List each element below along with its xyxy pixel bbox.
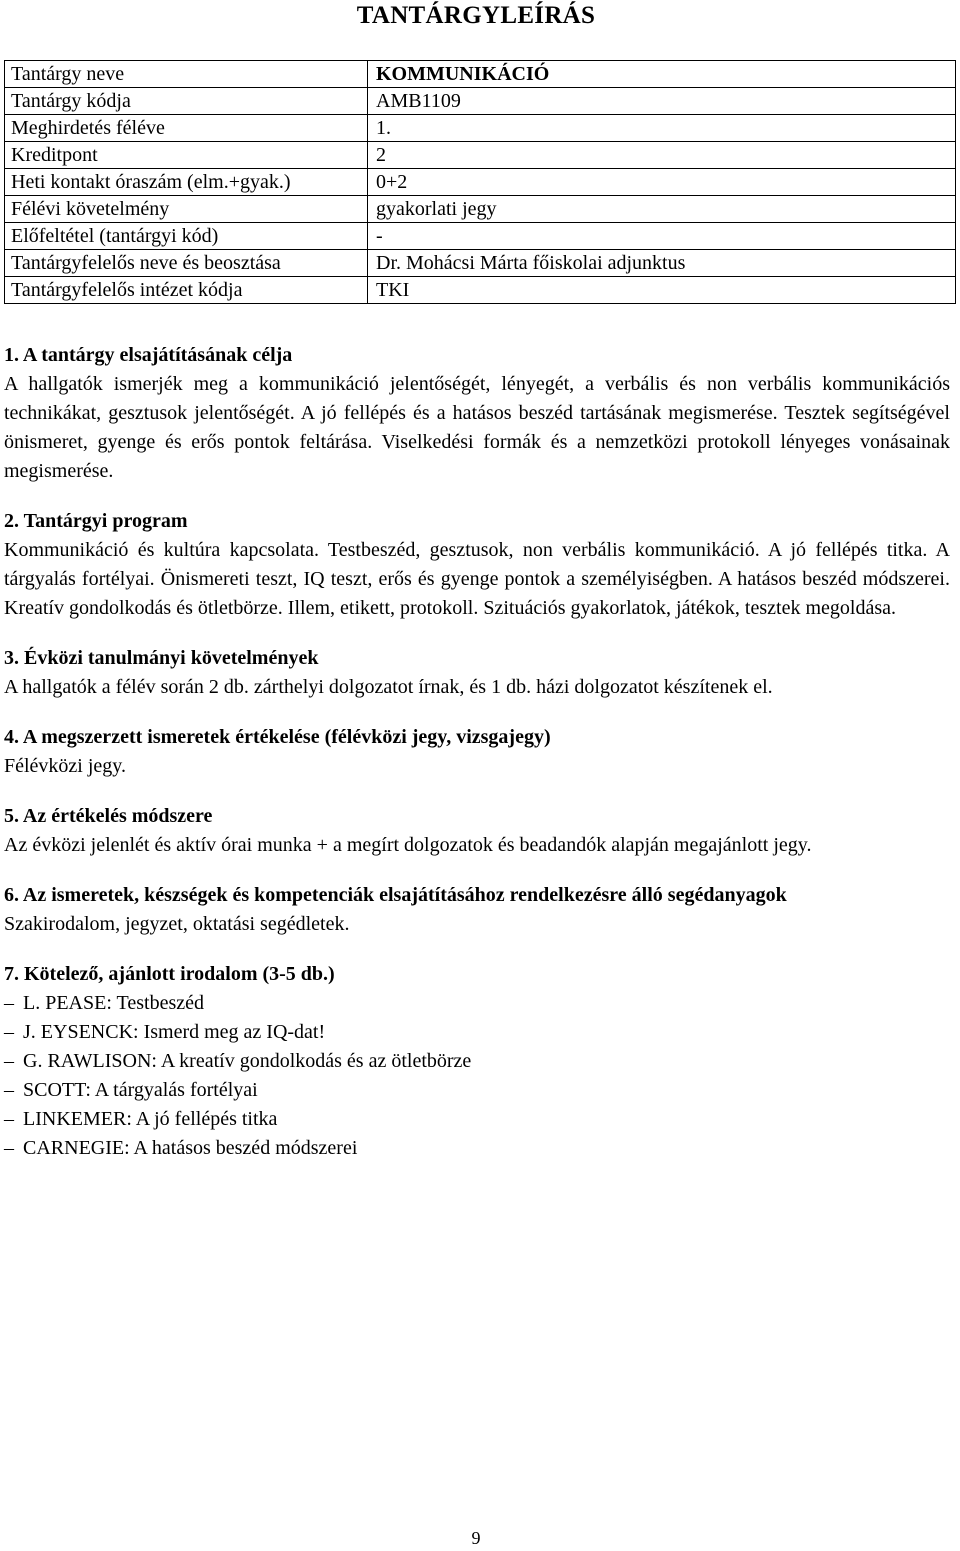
- dash-bullet: –: [4, 992, 14, 1014]
- section-text: Kommunikáció és kultúra kapcsolata. Testbeszéd, gesztusok, non verbális kommunikáció. A jó fellépés titka. A tárgyalás fortélyai. Önismereti teszt, IQ teszt, erős és gyenge pontok a személyiségben. A hatásos beszéd módszerei. Kreatív gondolkodás és ötletbörze. Illem, etikett, protokoll. Szituációs gyakorlatok, játékok, tesztek megoldása.: [4, 539, 950, 619]
- info-label: Tantárgy kódja: [5, 88, 368, 115]
- dash-bullet: –: [4, 1021, 14, 1043]
- list-item: [4, 1047, 950, 1076]
- info-label: Kreditpont: [5, 142, 368, 169]
- list-item: [4, 1018, 950, 1047]
- section-text: A hallgatók ismerjék meg a kommunikáció jelentőségét, lényegét, a verbális és non verbális kommunikációs technikákat, gesztusok jelentőségét. A jó fellépés és a hatásos beszéd tartásának megismerése. Tesztek segítségével önismeret, gyenge és erős pontok feltárása. Viselkedési formák és a nemzetközi protokoll lényeges vonásainak megismerése.: [4, 373, 950, 482]
- section-heading: 6. Az ismeretek, készségek és kompetenciák elsajátításához rendelkezésre álló segédanyagok: [4, 884, 787, 906]
- literature-entry: LINKEMER: A jó fellépés titka: [23, 1108, 278, 1130]
- info-value: 2: [368, 142, 956, 169]
- page-number: 9: [471, 1528, 481, 1548]
- section-heading: 1. A tantárgy elsajátításának célja: [4, 344, 293, 366]
- table-row: [5, 196, 956, 223]
- table-row: [5, 142, 956, 169]
- info-value: TKI: [368, 277, 956, 304]
- page-title: TANTÁRGYLEÍRÁS: [356, 2, 596, 29]
- section-heading: 2. Tantárgyi program: [4, 510, 188, 532]
- section-text: Az évközi jelenlét és aktív órai munka + a megírt dolgozatok és beadandók alapján megajánlott jegy.: [4, 834, 812, 856]
- list-item: [4, 1076, 950, 1105]
- literature-entry: L. PEASE: Testbeszéd: [23, 992, 204, 1014]
- dash-bullet: –: [4, 1079, 14, 1101]
- info-label: Heti kontakt óraszám (elm.+gyak.): [5, 169, 368, 196]
- section-text: A hallgatók a félév során 2 db. zárthelyi dolgozatot írnak, és 1 db. házi dolgozatot készítenek el.: [4, 676, 773, 698]
- section-heading: 3. Évközi tanulmányi követelmények: [4, 647, 319, 669]
- section-text: Szakirodalom, jegyzet, oktatási segédletek.: [4, 913, 350, 935]
- section-program: [4, 507, 950, 623]
- dash-bullet: –: [4, 1137, 14, 1159]
- section-heading: 5. Az értékelés módszere: [4, 805, 213, 827]
- info-value: -: [368, 223, 956, 250]
- section-assessment: [4, 723, 950, 781]
- info-value: gyakorlati jegy: [368, 196, 956, 223]
- literature-list: [4, 989, 950, 1163]
- info-label: Előfeltétel (tantárgyi kód): [5, 223, 368, 250]
- table-row: [5, 61, 956, 88]
- list-item: [4, 1134, 950, 1163]
- info-label: Félévi követelmény: [5, 196, 368, 223]
- table-row: [5, 250, 956, 277]
- literature-entry: J. EYSENCK: Ismerd meg az IQ-dat!: [23, 1021, 326, 1043]
- info-value: KOMMUNIKÁCIÓ: [368, 61, 956, 88]
- table-row: [5, 115, 956, 142]
- info-value: AMB1109: [368, 88, 956, 115]
- info-label: Tantárgyfelelős intézet kódja: [5, 277, 368, 304]
- section-text: Félévközi jegy.: [4, 755, 127, 777]
- section-materials: [4, 881, 950, 939]
- section-requirements: [4, 644, 950, 702]
- table-row: [5, 223, 956, 250]
- section-heading: 7. Kötelező, ajánlott irodalom (3-5 db.): [4, 963, 335, 985]
- info-label: Tantárgy neve: [5, 61, 368, 88]
- section-literature: [4, 960, 950, 1163]
- table-row: [5, 169, 956, 196]
- list-item: [4, 989, 950, 1018]
- table-row: [5, 88, 956, 115]
- info-value: 0+2: [368, 169, 956, 196]
- literature-entry: G. RAWLISON: A kreatív gondolkodás és az ötletbörze: [23, 1050, 472, 1072]
- document-body: [4, 341, 950, 1184]
- literature-entry: SCOTT: A tárgyalás fortélyai: [23, 1079, 258, 1101]
- section-goal: [4, 341, 950, 486]
- info-value: 1.: [368, 115, 956, 142]
- table-row: [5, 277, 956, 304]
- info-label: Tantárgyfelelős neve és beosztása: [5, 250, 368, 277]
- literature-entry: CARNEGIE: A hatásos beszéd módszerei: [23, 1137, 358, 1159]
- dash-bullet: –: [4, 1108, 14, 1130]
- list-item: [4, 1105, 950, 1134]
- section-method: [4, 802, 950, 860]
- section-heading: 4. A megszerzett ismeretek értékelése (félévközi jegy, vizsgajegy): [4, 726, 551, 748]
- info-value: Dr. Mohácsi Márta főiskolai adjunktus: [368, 250, 956, 277]
- info-label: Meghirdetés féléve: [5, 115, 368, 142]
- course-info-table: [4, 60, 956, 304]
- dash-bullet: –: [4, 1050, 14, 1072]
